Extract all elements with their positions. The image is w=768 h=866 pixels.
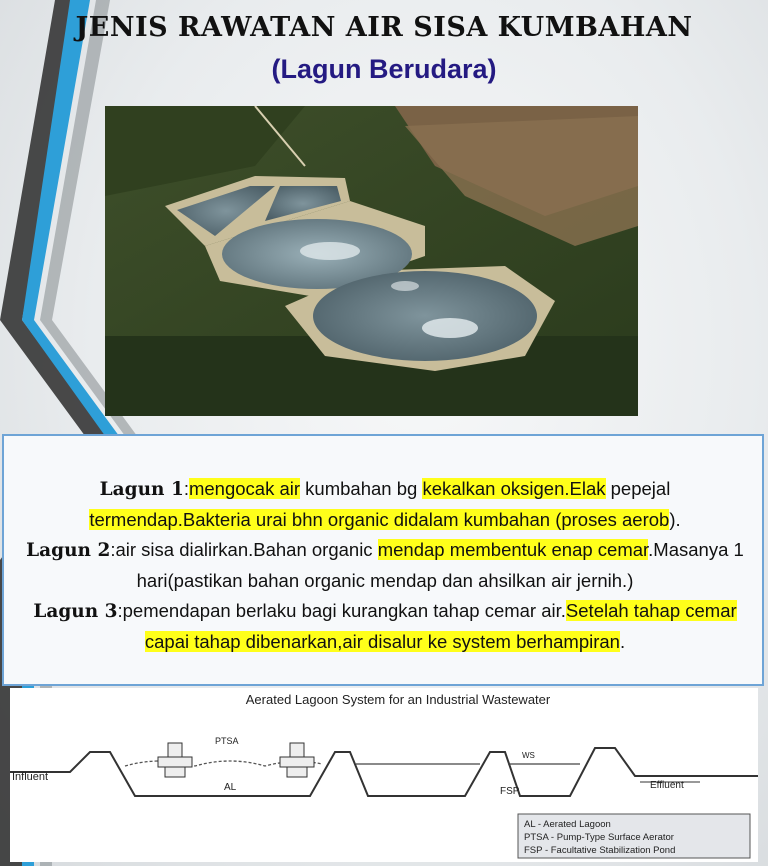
fsp-label: FSP	[500, 786, 520, 797]
diagram-legend	[518, 814, 750, 858]
legend-item-fsp: FSP - Facultative Stabilization Pond	[524, 845, 676, 856]
lagun-2-line-1	[4, 535, 766, 566]
lagun-1-sep: :	[183, 478, 189, 499]
lagun-3-line-1	[4, 596, 766, 627]
legend-item-al: AL - Aerated Lagoon	[524, 819, 611, 830]
page-title: JENIS RAWATAN AIR SISA KUMBAHAN	[75, 12, 693, 43]
lagoon-aerial-photo	[105, 106, 638, 416]
legend-item-ptsa: PTSA - Pump-Type Surface Aerator	[524, 832, 674, 843]
lagun-1-text-2: pepejal	[605, 478, 671, 499]
lagun-2-text-1: air sisa dialirkan.Bahan organic	[115, 539, 378, 560]
lagun-3-sep: :	[117, 600, 123, 621]
lagun-3-line-2	[4, 627, 766, 657]
lagun-2-text-3: hari(pastikan bahan organic mendap dan ahsilkan air jernih.)	[136, 570, 634, 591]
description-text	[4, 474, 766, 657]
lagun-2-highlight-1: mendap membentuk enap cemar	[377, 539, 649, 560]
lagun-1-line-1	[4, 474, 766, 505]
page-subtitle: (Lagun Berudara)	[271, 54, 497, 84]
lagun-1-text-1: kumbahan bg	[300, 478, 423, 499]
lagun-3-highlight-2: capai tahap dibenarkan,air disalur ke system berhampiran	[144, 631, 620, 652]
lagun-3-text-2: .	[619, 631, 626, 652]
lagun-1-label: Lagun 1	[99, 479, 184, 500]
aerator-1-icon	[158, 743, 192, 777]
lagun-1-highlight-1: mengocak air	[188, 478, 301, 499]
lagun-2-line-2	[4, 566, 766, 596]
lagun-2-sep: :	[110, 539, 116, 560]
lagun-1-highlight-3: Elak	[569, 478, 606, 499]
aerator-2-icon	[280, 743, 314, 777]
lagoon-profile	[10, 748, 758, 796]
lagun-1-highlight-2: kekalkan oksigen.	[422, 478, 570, 499]
aerated-lagoon-diagram	[10, 688, 758, 862]
lagun-3-label: Lagun 3	[33, 601, 118, 622]
diagram-title: Aerated Lagoon System for an Industrial Wastewater	[245, 692, 551, 707]
al-label: AL	[224, 782, 237, 793]
ws-label: WS	[522, 751, 535, 760]
lagun-1-text-3: ).	[669, 509, 681, 530]
lagun-1-highlight-4: termendap.Bakteria urai bhn organic didalam kumbahan (proses aerob	[89, 509, 670, 530]
description-box	[2, 434, 764, 686]
lagun-1-line-2	[4, 505, 766, 535]
influent-label: Influent	[12, 771, 49, 783]
ptsa-label: PTSA	[215, 736, 239, 746]
lagun-2-text-2: .Masanya 1	[648, 539, 744, 560]
effluent-label: Effluent	[650, 780, 684, 791]
lagun-2-label: Lagun 2	[26, 540, 111, 561]
lagun-3-text-1: pemendapan berlaku bagi kurangkan tahap cemar air.	[122, 600, 566, 621]
lagun-3-highlight-1: Setelah tahap cemar	[565, 600, 737, 621]
